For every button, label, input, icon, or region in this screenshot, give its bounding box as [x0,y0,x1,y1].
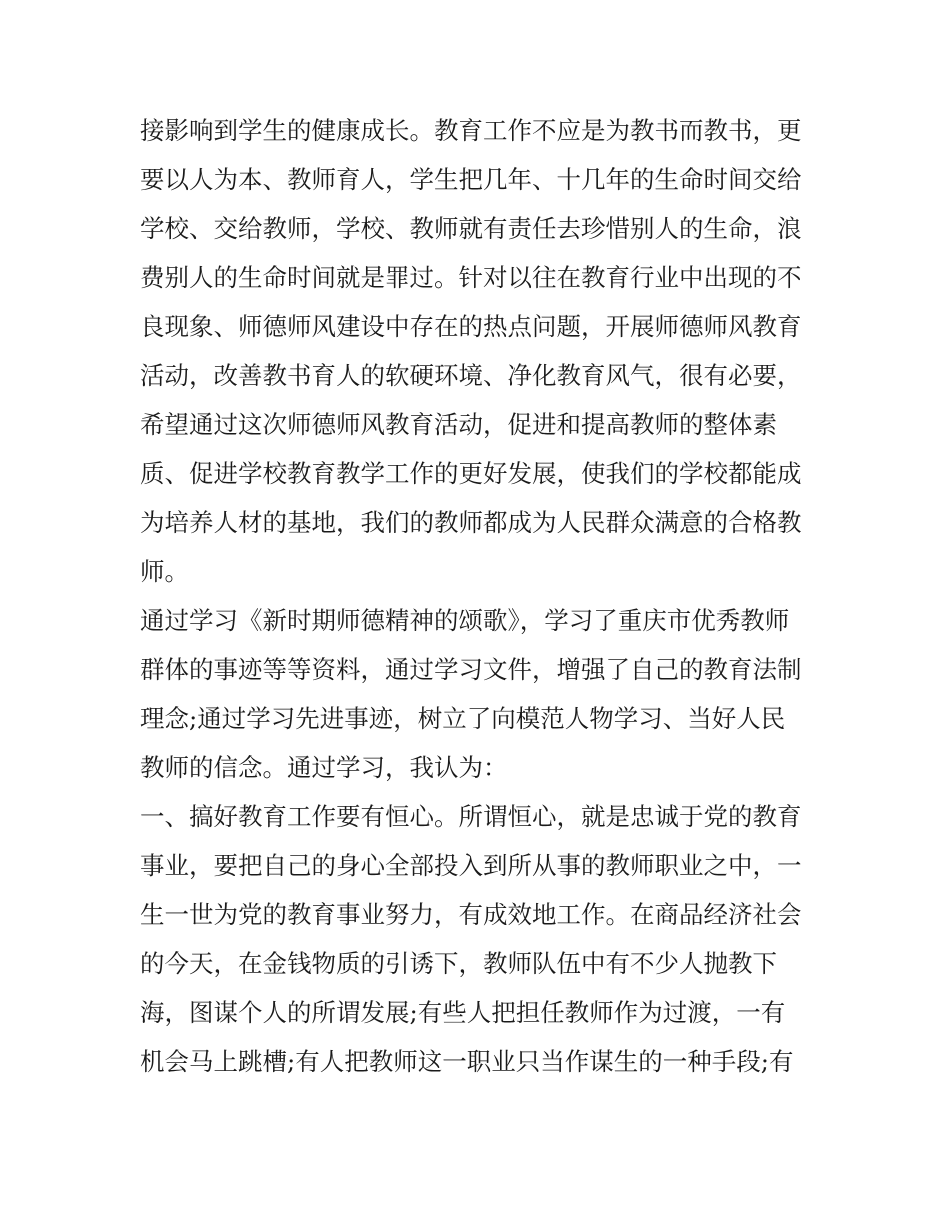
text-line: 希望通过这次师德师风教育活动，促进和提高教师的整体素 [140,410,777,439]
text-line: 事业，要把自己的身心全部投入到所从事的教师职业之中，一 [140,851,802,880]
text-line: 质、促进学校教育教学工作的更好发展，使我们的学校都能成 [140,459,802,488]
text-line: 机会马上跳槽;有人把教师这一职业只当作谋生的一种手段;有 [140,1047,794,1076]
text-line: 良现象、师德师风建设中存在的热点问题，开展师德师风教育 [140,312,802,341]
text-line: 接影响到学生的健康成长。教育工作不应是为教书而教书，更 [140,116,802,145]
text-line: 为培养人材的基地，我们的教师都成为人民群众满意的合格教 [140,508,802,537]
text-line: 通过学习《新时期师德精神的颂歌》，学习了重庆市优秀教师 [140,606,790,635]
text-line: 的今天，在金钱物质的引诱下，教师队伍中有不少人抛教下 [140,949,777,978]
text-line: 活动，改善教书育人的软硬环境、净化教育风气，很有必要， [140,361,802,390]
text-line: 理念;通过学习先进事迹，树立了向模范人物学习、当好人民 [140,704,786,733]
text-line: 要以人为本、教师育人，学生把几年、十几年的生命时间交给 [140,165,802,194]
document-body [140,106,820,1086]
text-line: 教师的信念。通过学习，我认为： [140,753,508,782]
text-line: 学校、交给教师，学校、教师就有责任去珍惜别人的生命，浪 [140,214,802,243]
text-line: 一、搞好教育工作要有恒心。所谓恒心，就是忠诚于党的教育 [140,802,802,831]
text-line: 师。 [140,557,189,586]
text-line: 费别人的生命时间就是罪过。针对以往在教育行业中出现的不 [140,263,802,292]
text-line: 群体的事迹等等资料，通过学习文件，增强了自己的教育法制 [140,655,802,684]
text-line: 海，图谋个人的所谓发展;有些人把担任教师作为过渡，一有 [140,998,786,1027]
text-line: 生一世为党的教育事业努力，有成效地工作。在商品经济社会 [140,900,802,929]
